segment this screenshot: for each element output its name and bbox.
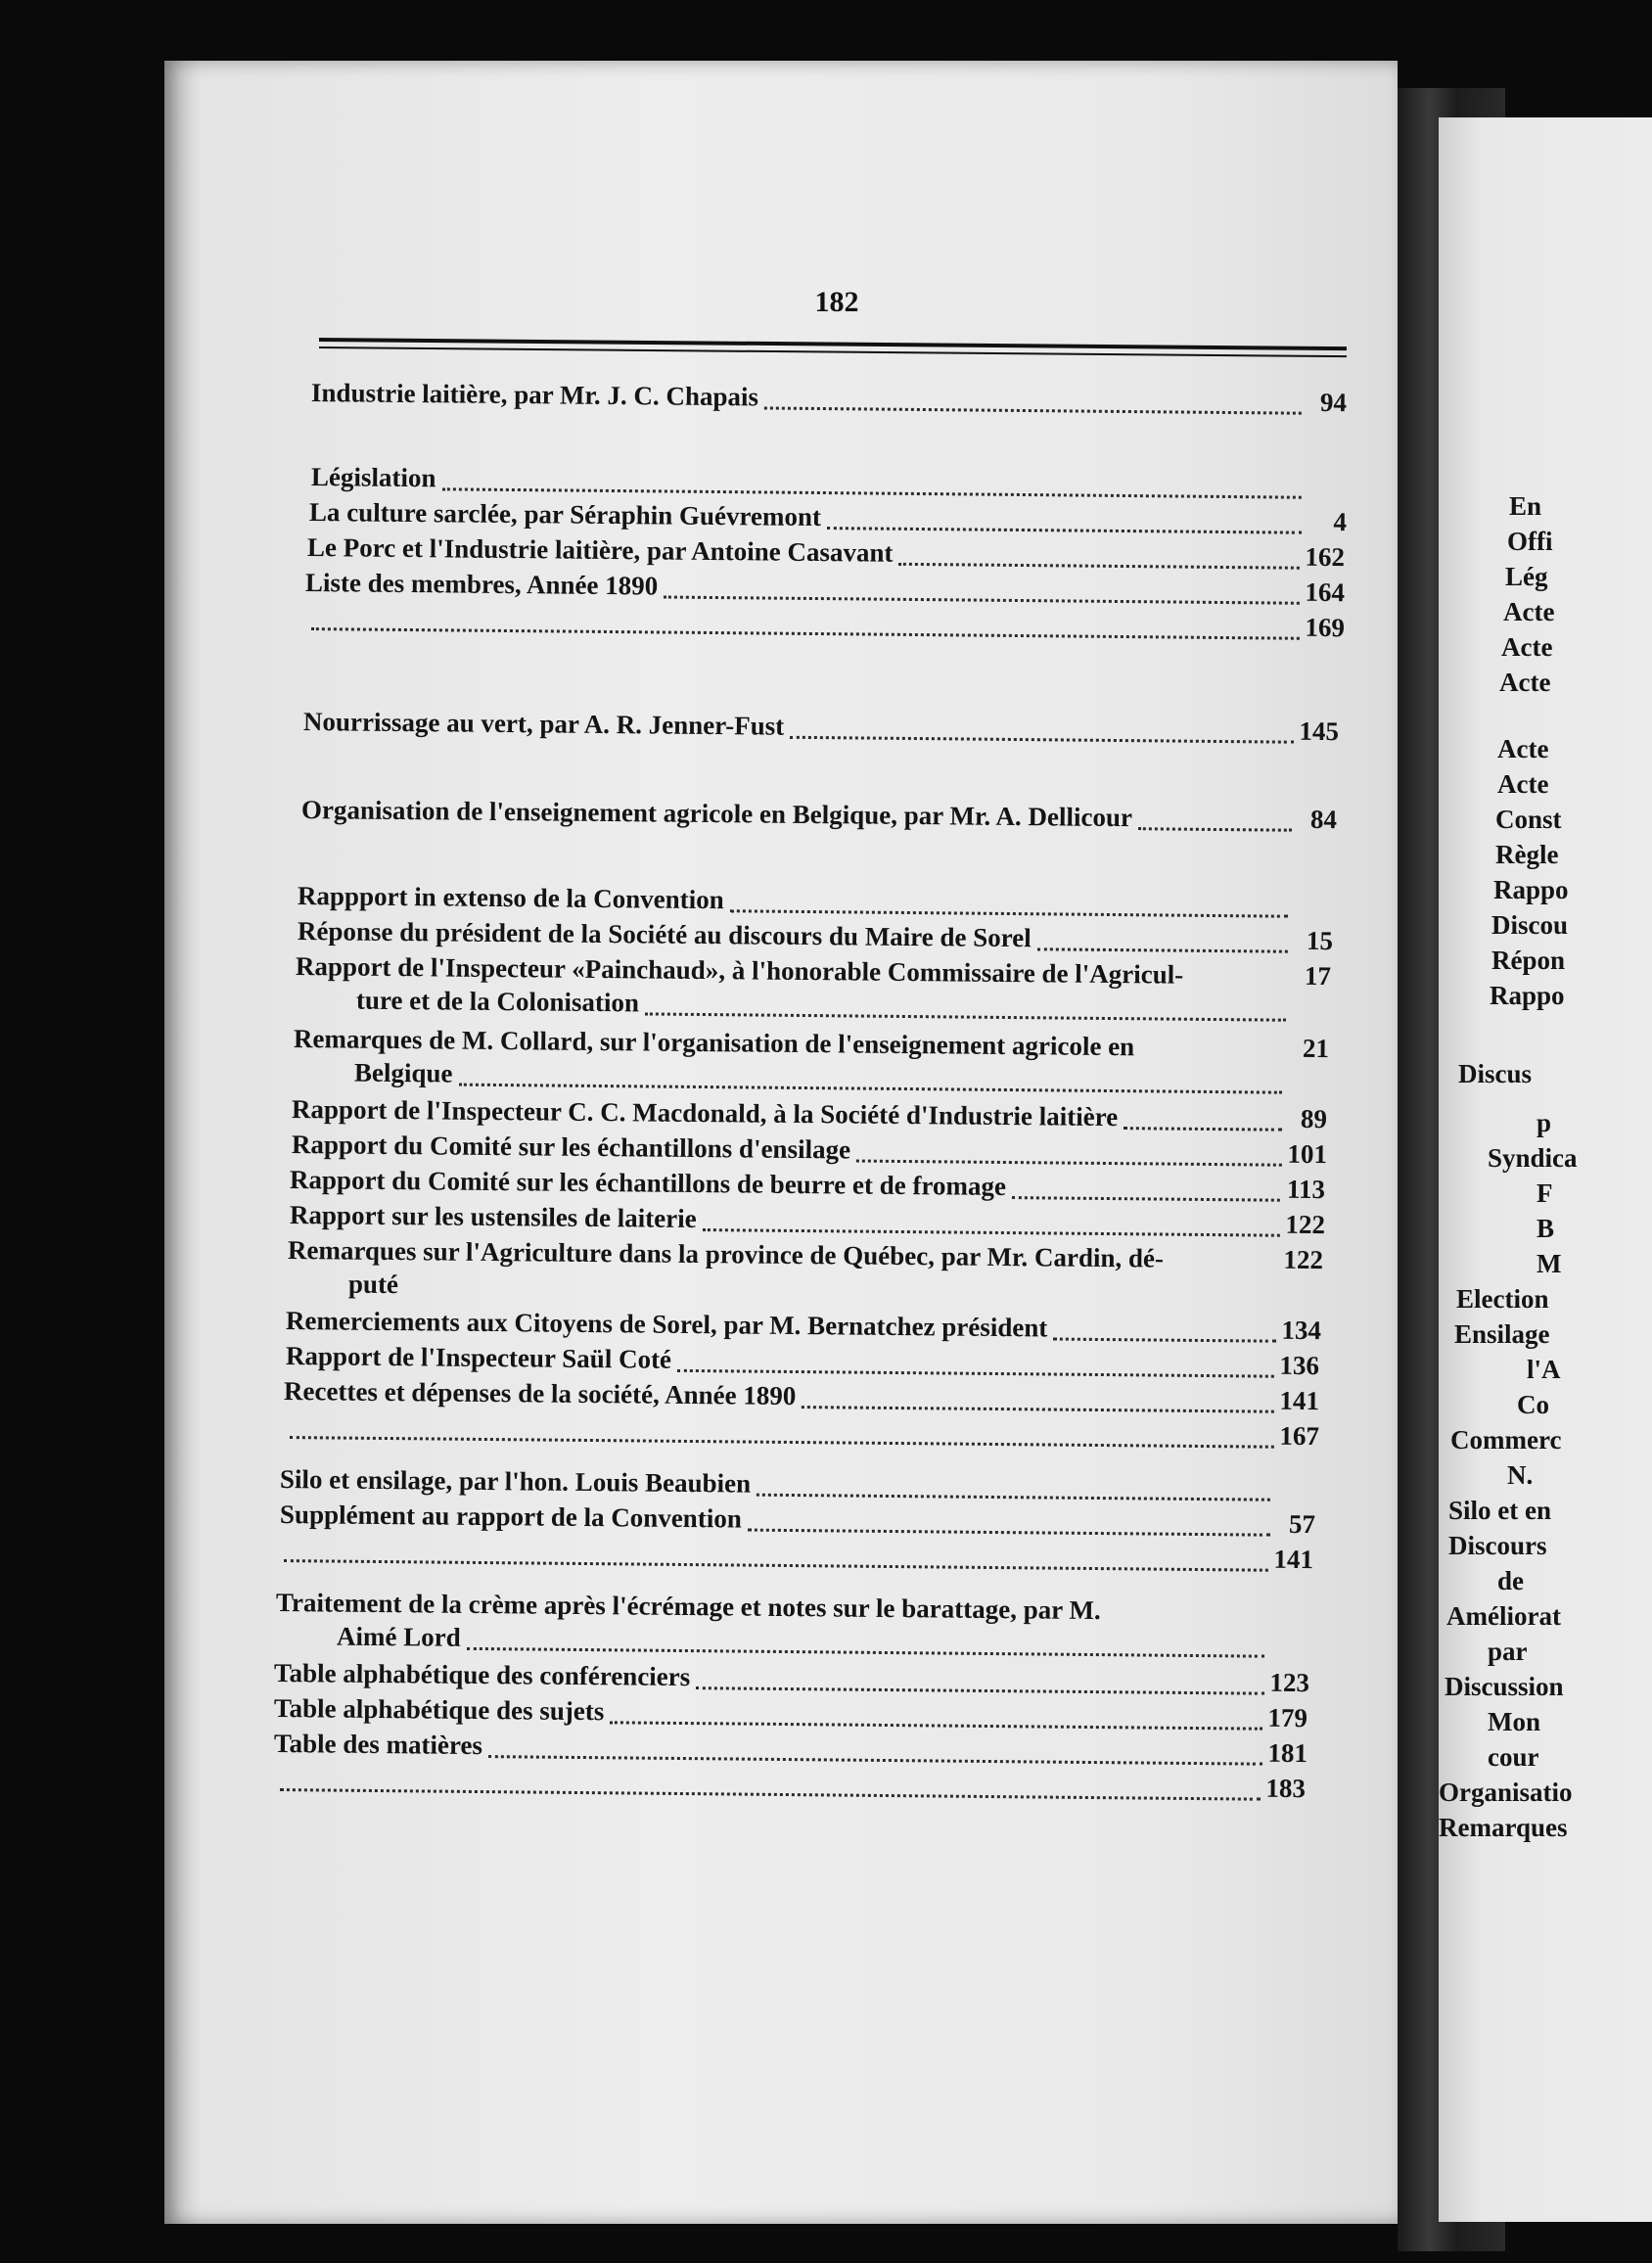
right-page-fragment: N. [1507,1460,1534,1490]
right-page-fragment: Lég [1505,562,1548,591]
toc-entry: Table alphabétique des sujets 179 [273,1693,1308,1733]
toc-entry: ture et de la Colonisation [296,983,1331,1026]
right-page-fragment: Acte [1503,597,1555,626]
toc-entry: Nourrissage au vert, par A. R. Jenner-Fust 145 [302,707,1340,747]
toc-entry: Rapport du Comité sur les échantillons d'ensilage 101 [291,1130,1328,1170]
toc-entry: Le Porc et l'Industrie laitière, par Antoine Casavant 162 [306,532,1346,573]
right-page-fragment: En [1509,491,1542,521]
right-page-fragment: l'A [1527,1355,1561,1384]
toc-entry: La culture sarclée, par Séraphin Guévremont 4 [308,497,1348,537]
right-page-fragment: Remarques [1439,1813,1568,1842]
right-page-fragment: Rappo [1490,981,1565,1010]
page-number: 182 [814,286,859,318]
toc-entry: Rapport de l'Inspecteur C. C. Macdonald, à la Société d'Industrie laitière 89 [291,1094,1328,1134]
right-page-fragment: Commerc [1450,1425,1562,1455]
toc-entry: Rapport de l'Inspecteur Saül Coté 136 [285,1341,1320,1381]
right-page-fragment: Ensilage [1454,1319,1550,1349]
toc-entry: Traitement de la crème après l'écrémage et notes sur le barattage, par M. [275,1588,1101,1626]
right-page-fragment: de [1497,1566,1524,1595]
right-page-fragment: Discou [1491,910,1569,940]
right-page-fragment: Organisatio [1439,1778,1573,1807]
right-page-fragment: par [1488,1637,1528,1666]
toc-entry: Table des matières 181 [273,1729,1308,1769]
right-page-fragment: Acte [1497,769,1549,799]
right-page-fragment: F [1537,1178,1553,1208]
right-page-fragment: Discus [1458,1059,1533,1088]
right-page-fragment: Co [1517,1390,1549,1419]
toc-entry: Rappport in extenso de la Convention [298,879,1333,922]
toc-entry: Réponse du président de la Société au discours du Maire de Sorel 15 [297,916,1334,956]
right-page-fragment: B [1537,1214,1555,1243]
right-page-fragment: Acte [1501,632,1553,662]
toc-entry: puté [347,1269,399,1300]
right-page-fragment: Règle [1495,840,1559,869]
toc-entry: Liste des membres, Année 1890 164 [304,568,1346,608]
toc-entry: 183 [274,1762,1306,1805]
toc-entry: Remerciements aux Citoyens de Sorel, par M. Bernatchez président 134 [285,1306,1322,1346]
toc-entry: Rapport du Comité sur les échantillons de beurre et de fromage 113 [289,1165,1326,1205]
toc-entry: Remarques sur l'Agriculture dans la province de Québec, par Mr. Cardin, dé- 122 [287,1235,1324,1275]
right-page-fragment: M [1537,1249,1562,1278]
toc-entry: 169 [305,601,1345,644]
right-page-fragment: Répon [1491,946,1566,975]
toc-entry: Remarques de M. Collard, sur l'organisation de l'enseignement agricole en 21 [293,1024,1330,1064]
toc-entry: 141 [278,1533,1313,1576]
right-page-fragment: Rappo [1493,875,1569,904]
right-page-fragment: Acte [1499,668,1551,697]
toc-entry: Aimé Lord [276,1619,1309,1662]
toc-entry: 167 [284,1409,1319,1453]
right-page-fragment: Mon [1488,1707,1540,1736]
toc-entry: Législation [311,460,1347,503]
toc-entry: Rapport sur les ustensiles de laiterie 122 [289,1200,1326,1240]
right-page-fragment: p [1537,1108,1552,1137]
toc-entry: Organisation de l'enseignement agricole en Belgique, par Mr. A. Dellicour 84 [300,795,1338,835]
right-page-fragment: Discours [1448,1531,1547,1560]
toc-entry: Recettes et dépenses de la société, Année 1890 141 [283,1376,1320,1416]
right-page-fragment: Const [1495,805,1562,834]
toc-entry: Belgique [294,1055,1327,1098]
right-page-fragment: Discussion [1445,1672,1564,1701]
toc-entry: Industrie laitière, par Mr. J. C. Chapais 94 [310,378,1348,418]
toc-entry: Silo et ensilage, par l'hon. Louis Beaubien [280,1462,1315,1505]
right-page-fragment: Election [1456,1284,1549,1314]
toc-entry: Table alphabétique des conférenciers 123 [273,1658,1310,1698]
right-page-fragment: Silo et en [1448,1496,1551,1525]
right-page-fragment: Offi [1507,527,1553,556]
toc-entry: Rapport de l'Inspecteur «Painchaud», à l'honorable Commissaire de l'Agricul- 17 [295,951,1332,992]
right-page-fragment: Améliorat [1446,1601,1561,1631]
right-page-fragment: cour [1488,1742,1539,1772]
right-page-fragment: Syndica [1488,1143,1578,1173]
toc-entry: Supplément au rapport de la Convention 57 [279,1500,1316,1540]
right-page-fragment: Acte [1497,734,1549,763]
